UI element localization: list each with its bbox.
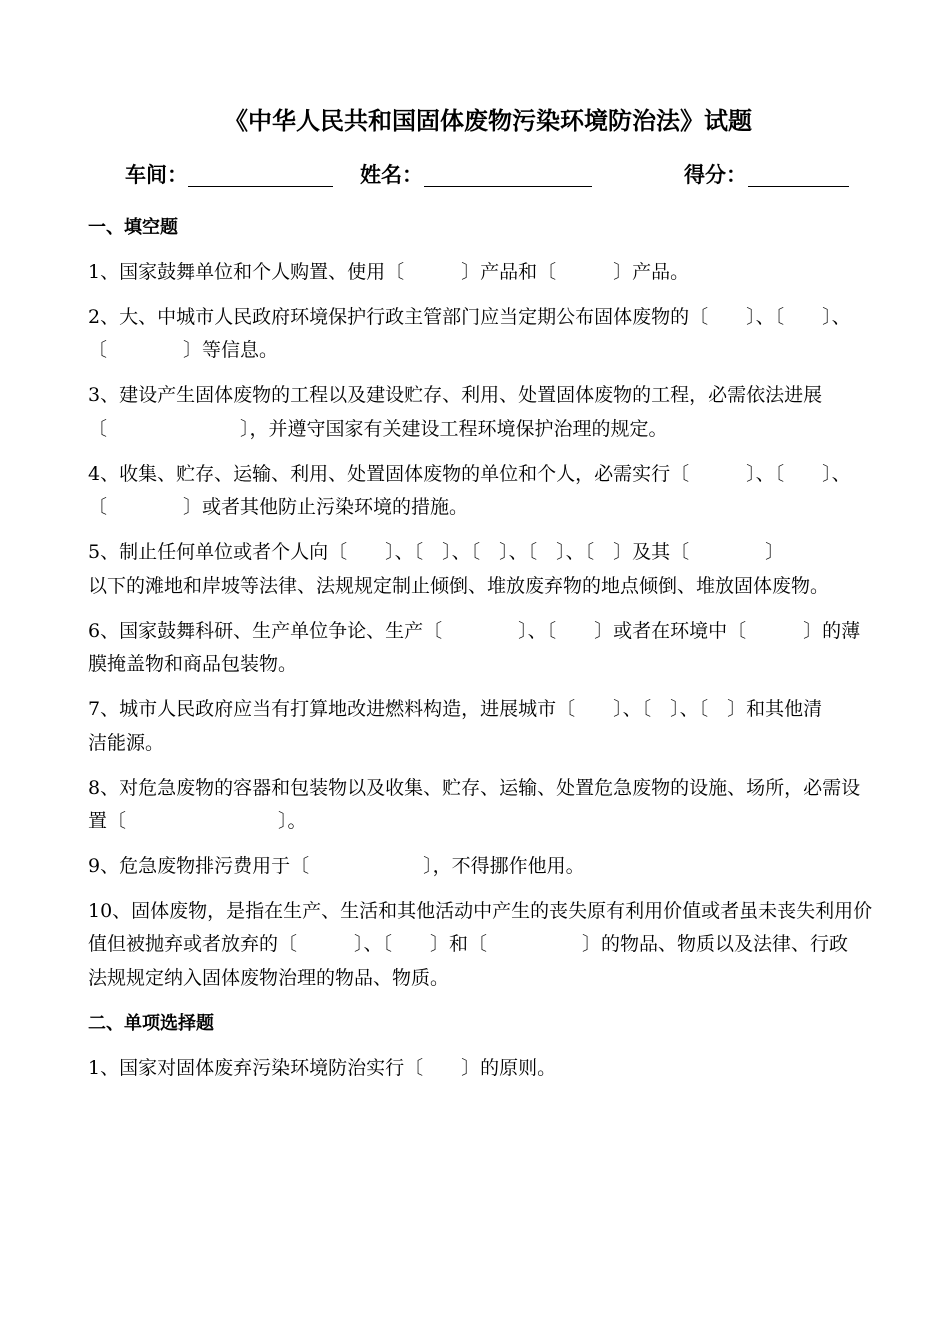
score-label: 得分：: [684, 163, 747, 187]
question-line: 9、危急废物排污费用于〔 〕，不得挪作他用。: [88, 854, 585, 877]
question-line: 以下的滩地和岸坡等法律、法规规定制止倾倒、堆放废弃物的地点倾倒、堆放固体废物。: [88, 574, 830, 597]
question-9: [88, 850, 918, 884]
exam-header: [0, 158, 950, 192]
section-single-choice: [88, 1007, 918, 1085]
question-2: [88, 301, 918, 368]
question-line: 7、城市人民政府应当有打算地改进燃料构造，进展城市〔 〕、〔 〕、〔 〕和其他清: [88, 698, 823, 721]
question-line: 1、国家鼓舞单位和个人购置、使用〔 〕产品和〔 〕产品。: [88, 260, 690, 283]
question-line: 〔 〕等信息。: [88, 339, 279, 362]
question-line: 8、对危急废物的容器和包装物以及收集、贮存、运输、处置危急废物的设施、场所，必需设: [88, 776, 861, 799]
question-7: [88, 693, 918, 760]
exam-content: [88, 211, 918, 1097]
question-line: 6、国家鼓舞科研、生产单位争论、生产〔 〕、〔 〕或者在环境中〔 〕的薄: [88, 619, 861, 642]
section-heading: 一、填空题: [88, 217, 178, 238]
question-6: [88, 615, 918, 682]
document-title: 《中华人民共和国固体废物污染环境防治法》试题: [224, 107, 752, 135]
workshop-label: 车间：: [125, 163, 188, 187]
name-label: 姓名：: [360, 163, 423, 187]
section-fill-in-blank: [88, 211, 918, 995]
question-line: 2、大、中城市人民政府环境保护行政主管部门应当定期公布固体废物的〔 〕、〔 〕、: [88, 305, 851, 328]
question-line: 10、固体废物，是指在生产、生活和其他活动中产生的丧失原有利用价值或者虽未丧失利用价: [88, 899, 873, 922]
question-line: 置〔 〕。: [88, 810, 307, 832]
question-line: 膜掩盖物和商品包装物。: [88, 653, 298, 676]
question-line: 洁能源。: [88, 731, 165, 754]
question-line: 〔 〕，并遵守国家有关建设工程环境保护治理的规定。: [88, 417, 668, 440]
question-5: [88, 536, 918, 603]
question-line: 法规规定纳入固体废物治理的物品、物质。: [88, 966, 450, 989]
name-blank-line: [424, 186, 592, 187]
section-heading: 二、单项选择题: [88, 1012, 214, 1034]
workshop-blank-line: [188, 186, 333, 187]
question-3: [88, 379, 918, 446]
choice-question-1: [88, 1052, 918, 1086]
question-line: 5、制止任何单位或者个人向〔 〕、〔 〕、〔 〕、〔 〕、〔 〕及其〔 〕: [88, 541, 785, 564]
question-4: [88, 458, 918, 525]
question-10: [88, 895, 918, 996]
question-line: 3、建设产生固体废物的工程以及建设贮存、利用、处置固体废物的工程，必需依法进展: [88, 384, 823, 407]
question-line: 4、收集、贮存、运输、利用、处置固体废物的单位和个人，必需实行〔 〕、〔 〕、: [88, 462, 851, 485]
question-line: 值但被抛弃或者放弃的〔 〕、〔 〕和〔 〕的物品、物质以及法律、行政: [88, 933, 849, 956]
score-blank-line: [748, 186, 849, 187]
question-line: 〔 〕或者其他防止污染环境的措施。: [88, 496, 469, 519]
question-line: 1、国家对固体废弃污染环境防治实行〔 〕的原则。: [88, 1056, 557, 1079]
question-8: [88, 772, 918, 839]
question-1: [88, 256, 918, 290]
